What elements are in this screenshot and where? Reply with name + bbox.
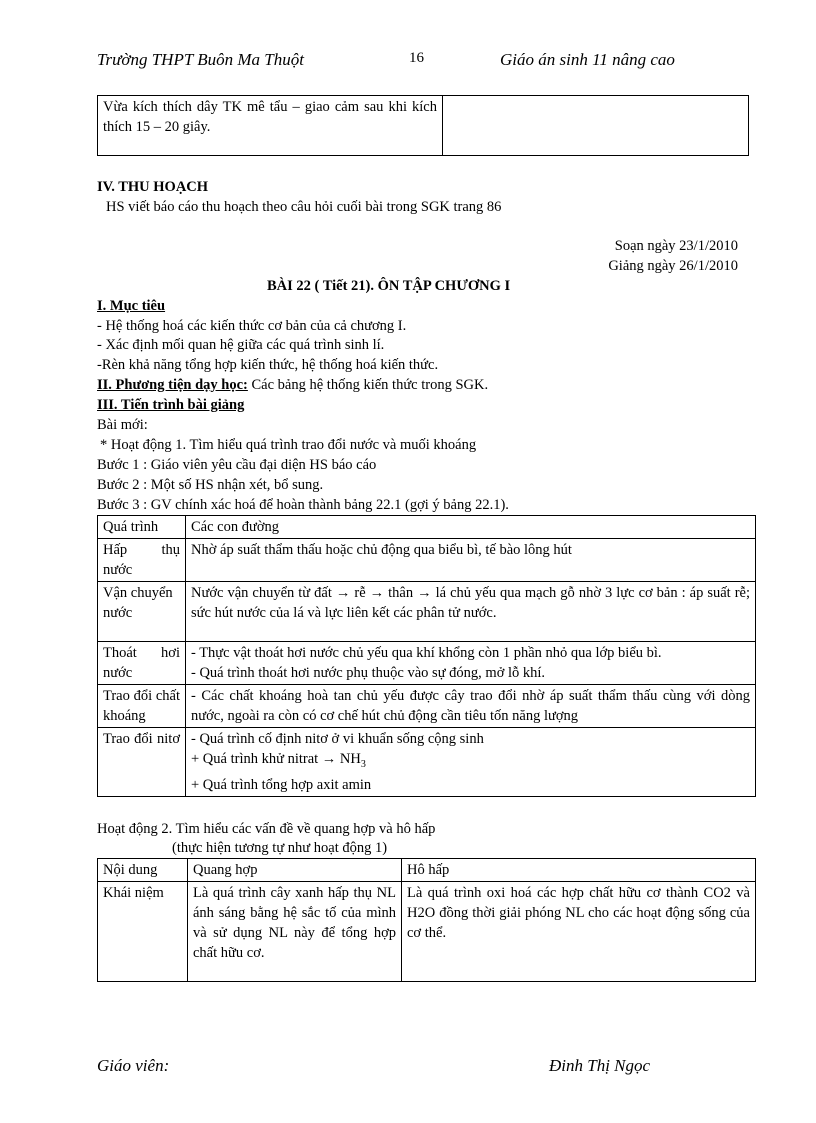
step-2: Bước 2 : Một số HS nhận xét, bổ sung. [97,477,324,493]
page-number: 16 [409,50,424,66]
footer-teacher-label: Giáo viên: [97,1056,170,1075]
header-school: Trường THPT Buôn Ma Thuột [97,50,304,69]
objectives-title: I. Mục tiêu [97,298,166,314]
table-row [98,685,756,728]
table-header-pathways: Các con đường [186,516,756,539]
row-label: Trao đổi chất khoáng [98,685,186,728]
photosynthesis-definition: Là quá trình cây xanh hấp thụ NL ánh sáng bằng hệ sắc tố của mình và sử dụng NL này để tổng hợp chất hữu cơ. [188,882,402,982]
header-subject: Giáo án sinh 11 nâng cao [500,50,675,69]
row-content-line: - Quá trình cố định nitơ ở vi khuẩn sống cộng sinh [191,731,484,747]
table-row [98,642,756,685]
row-content-line: - Quá trình thoát hơi nước phụ thuộc vào sự đóng, mở lỗ khí. [191,665,546,681]
table-row [98,539,756,582]
table-header-row [98,516,756,539]
top-table-cell-right [443,96,749,156]
activity2-note: (thực hiện tương tự như hoạt động 1) [172,840,388,856]
row-content-line: + Quá trình tổng hợp axit amin [191,776,372,793]
means-text: Các bảng hệ thống kiến thức trong SGK. [247,377,489,393]
table-header-process: Quá trình [98,516,186,539]
table-header-row [98,859,756,882]
table-header-respiration: Hô hấp [402,859,756,882]
section-iv-text: HS viết báo cáo thu hoạch theo câu hỏi cuối bài trong SGK trang 86 [106,199,502,215]
row-content-text: + Quá trình khử nitrat → NH [191,751,361,767]
footer-teacher-name: Đinh Thị Ngọc [549,1056,651,1075]
table-header-photosynthesis: Quang hợp [188,859,402,882]
row-content: Nước vận chuyển từ đất → rễ → thân → lá chủ yếu qua mạch gỗ nhờ 3 lực cơ bản : áp suất rễ; sức hút nước của lá và lực liên kết các phân tử nước. [186,582,756,642]
row-label: Vận chuyển nước [98,582,186,642]
table-row [98,728,756,797]
row-content-line: - Thực vật thoát hơi nước chủ yếu qua khí khổng còn 1 phần nhỏ qua lớp biểu bì. [191,645,662,661]
row-label: Hấp thụ nước [98,539,186,582]
activity1-title: * Hoạt động 1. Tìm hiểu quá trình trao đổi nước và muối khoáng [100,437,477,453]
row-content: - Các chất khoáng hoà tan chủ yếu được cây trao đổi nhờ áp suất thẩm thấu cùng với dòng nước, ngoài ra còn có cơ chế hút chủ động cần tiêu tốn năng lượng [186,685,756,728]
row-content [186,642,756,685]
objective-item: -Rèn khả năng tổng hợp kiến thức, hệ thống hoá kiến thức. [97,357,439,373]
objective-item: - Hệ thống hoá các kiến thức cơ bản của cả chương I. [97,318,407,334]
row-label: Thoát hơi nước [98,642,186,685]
row-label: Trao đổi nitơ [98,728,186,797]
step-1: Bước 1 : Giáo viên yêu cầu đại diện HS báo cáo [97,457,377,473]
date-taught: Giảng ngày 26/1/2010 [608,258,738,274]
row-content: Nhờ áp suất thẩm thấu hoặc chủ động qua biểu bì, tế bào lông hút [186,539,756,582]
table-photosynthesis-respiration [97,858,756,982]
step-3: Bước 3 : GV chính xác hoá để hoàn thành bảng 22.1 (gợi ý bảng 22.1). [97,497,509,513]
table-row [98,582,756,642]
means-title: II. Phương tiện dạy học: [97,377,248,393]
date-prepared: Soạn ngày 23/1/2010 [614,238,738,254]
top-table-cell-left: Vừa kích thích dây TK mê tẩu – giao cảm sau khi kích thích 15 – 20 giây. [98,96,443,156]
row-content [186,728,756,797]
section-iv-title: IV. THU HOẠCH [97,179,209,195]
row-label: Khái niệm [98,882,188,982]
table-header-content: Nội dung [98,859,188,882]
new-lesson-label: Bài mới: [97,417,148,433]
table-water-mineral-exchange [97,515,756,797]
process-title: III. Tiến trình bài giảng [97,397,245,413]
table-row [98,882,756,982]
top-table [97,95,749,156]
activity2-title: Hoạt động 2. Tìm hiểu các vấn đề về quang hợp và hô hấp [97,821,436,837]
respiration-definition: Là quá trình oxi hoá các hợp chất hữu cơ thành CO2 và H2O đồng thời giải phóng NL cho các hoạt động sống của cơ thể. [402,882,756,982]
row-content-line [191,749,750,775]
subscript: 3 [360,758,366,770]
means-line [97,376,488,395]
objective-item: - Xác định mối quan hệ giữa các quá trình sinh lí. [97,337,385,353]
lesson-title: BÀI 22 ( Tiết 21). ÔN TẬP CHƯƠNG I [267,278,511,294]
